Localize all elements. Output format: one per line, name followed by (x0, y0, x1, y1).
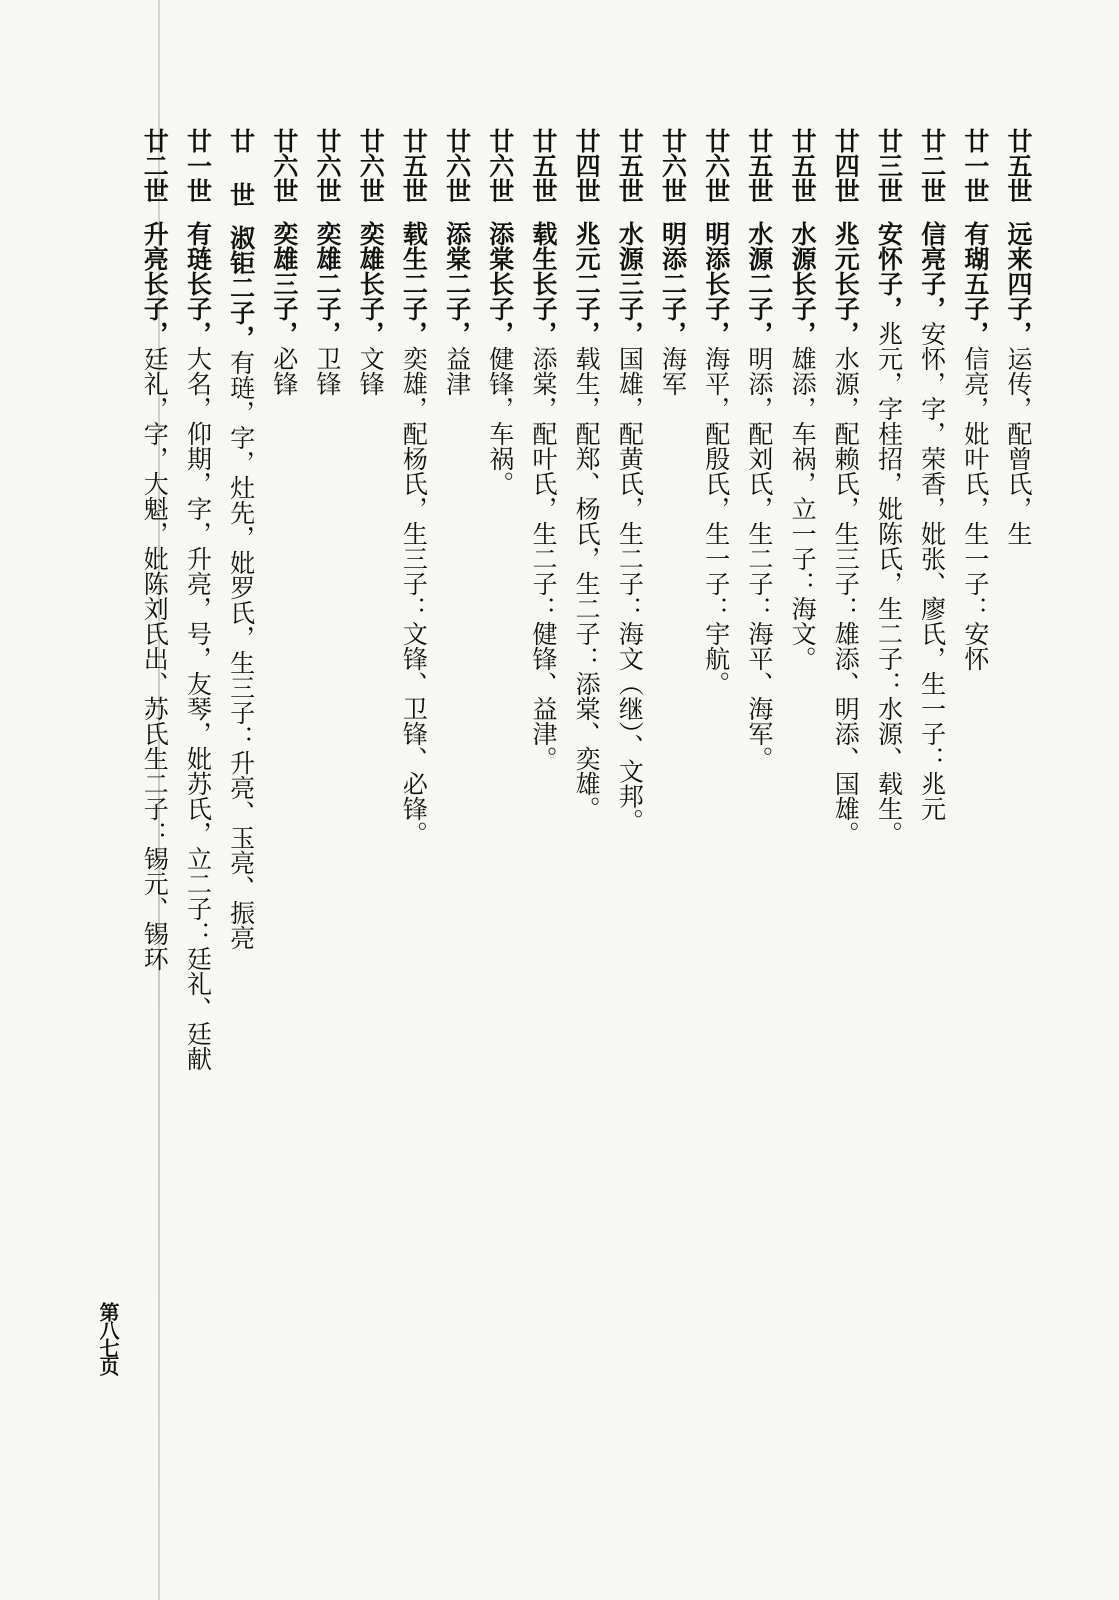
entry-text: 卫锋 (313, 346, 342, 396)
entry-text: 载生，配郑、杨氏，生二子：添棠、奕雄。 (572, 346, 602, 821)
genealogy-entry (219, 128, 262, 1278)
generation-label: 廿一世 (960, 128, 990, 203)
genealogy-entry (263, 128, 306, 1278)
entry-text: 安怀，字，荣香，妣张、廖氏，生一子：兆元 (917, 321, 947, 821)
entry-text: 明添，配刘氏，生二子：海平、海军。 (744, 346, 774, 771)
person-relation: 水源长子， (788, 221, 818, 346)
genealogy-entry (824, 128, 867, 1278)
person-relation: 远来四子， (1004, 221, 1033, 346)
entry-text: 有琏，字，灶先，妣罗氏，生三子：升亮、玉亮、振亮 (226, 350, 256, 950)
generation-label: 廿六世 (442, 128, 472, 203)
person-relation: 信亮子， (917, 221, 947, 321)
entry-text: 奕雄，配杨氏，生三子：文锋、卫锋、必锋。 (399, 346, 429, 846)
generation-label: 廿六世 (356, 128, 386, 203)
person-relation: 载生长子， (528, 221, 558, 346)
person-relation: 兆元长子， (831, 221, 861, 346)
entry-text: 国雄，配黄氏，生二子：海文（继）、文邦。 (615, 346, 645, 834)
entry-text: 大名，仰期，字，升亮，号，友琴，妣苏氏，立二子：廷礼、廷献 (183, 346, 213, 1071)
person-relation: 有琏长子， (183, 221, 213, 346)
genealogy-entry (867, 128, 910, 1278)
generation-label: 廿五世 (744, 128, 774, 203)
generation-label: 廿五世 (788, 128, 818, 203)
entry-text: 廷礼，字，大魁，妣陈刘氏出、苏氏生二子：锡元、锡环 (140, 346, 170, 971)
page-number: 第八七页 (96, 1302, 120, 1374)
person-relation: 兆元二子， (572, 221, 602, 346)
genealogy-entry (522, 128, 565, 1278)
entry-text: 必锋 (269, 346, 299, 396)
person-relation: 安怀子， (874, 221, 904, 321)
generation-label: 廿六世 (313, 128, 342, 203)
person-relation: 有瑚五子， (960, 221, 990, 346)
generation-label: 廿六世 (701, 128, 731, 203)
genealogy-entry (954, 128, 997, 1278)
genealogy-entry (910, 128, 953, 1278)
generation-label: 廿六世 (485, 128, 515, 203)
generation-label: 廿五世 (528, 128, 558, 203)
entry-text: 海军 (658, 346, 688, 396)
person-relation: 奕雄长子， (356, 221, 386, 346)
person-relation: 奕雄三子， (269, 221, 299, 346)
generation-label: 廿 世 (226, 128, 256, 207)
generation-label: 廿二世 (917, 128, 947, 203)
genealogy-entry (608, 128, 651, 1278)
entry-text: 海平，配殷氏，生一子：宇航。 (701, 346, 731, 696)
genealogy-entry (306, 128, 349, 1278)
person-relation: 添棠二子， (442, 221, 472, 346)
genealogy-entry (435, 128, 478, 1278)
entry-text: 水源，配赖氏，生三子：雄添、明添、国雄。 (831, 346, 861, 846)
generation-label: 廿二世 (140, 128, 170, 203)
entry-text: 添棠，配叶氏，生二子：健锋、益津。 (528, 346, 558, 771)
entry-text: 文锋 (356, 346, 386, 396)
person-relation: 奕雄二子， (313, 221, 342, 346)
generation-label: 廿一世 (183, 128, 213, 203)
genealogy-entry (781, 128, 824, 1278)
person-relation: 水源二子， (744, 221, 774, 346)
entry-text: 雄添，车祸，立一子：海文。 (788, 346, 818, 671)
person-relation: 载生二子， (399, 221, 429, 346)
genealogy-entry (392, 128, 435, 1278)
genealogy-entry (565, 128, 608, 1278)
genealogy-entry (695, 128, 738, 1278)
genealogy-entry (738, 128, 781, 1278)
entry-text: 运传，配曾氏，生 (1004, 346, 1033, 546)
genealogy-entry (651, 128, 694, 1278)
generation-label: 廿五世 (399, 128, 429, 203)
generation-label: 廿五世 (1004, 128, 1033, 203)
entry-text: 健锋，车祸。 (485, 346, 515, 496)
genealogy-entry (176, 128, 219, 1278)
genealogy-entry (479, 128, 522, 1278)
person-relation: 淑钜二子， (226, 225, 256, 350)
person-relation: 升亮长子， (140, 221, 170, 346)
genealogy-entries (140, 128, 1040, 1278)
entry-text: 兆元，字桂招，妣陈氏，生二子：水源、载生。 (874, 321, 904, 846)
entry-text: 信亮，妣叶氏，生一子：安怀 (960, 346, 990, 671)
generation-label: 廿六世 (658, 128, 688, 203)
generation-label: 廿三世 (874, 128, 904, 203)
generation-label: 廿六世 (269, 128, 299, 203)
person-relation: 添棠长子， (485, 221, 515, 346)
person-relation: 明添长子， (701, 221, 731, 346)
genealogy-entry (997, 128, 1040, 1278)
person-relation: 水源三子， (615, 221, 645, 346)
generation-label: 廿四世 (572, 128, 602, 203)
entry-text: 益津 (442, 346, 472, 396)
genealogy-entry (133, 128, 176, 1278)
generation-label: 廿四世 (831, 128, 861, 203)
generation-label: 廿五世 (615, 128, 645, 203)
genealogy-entry (349, 128, 392, 1278)
person-relation: 明添二子， (658, 221, 688, 346)
